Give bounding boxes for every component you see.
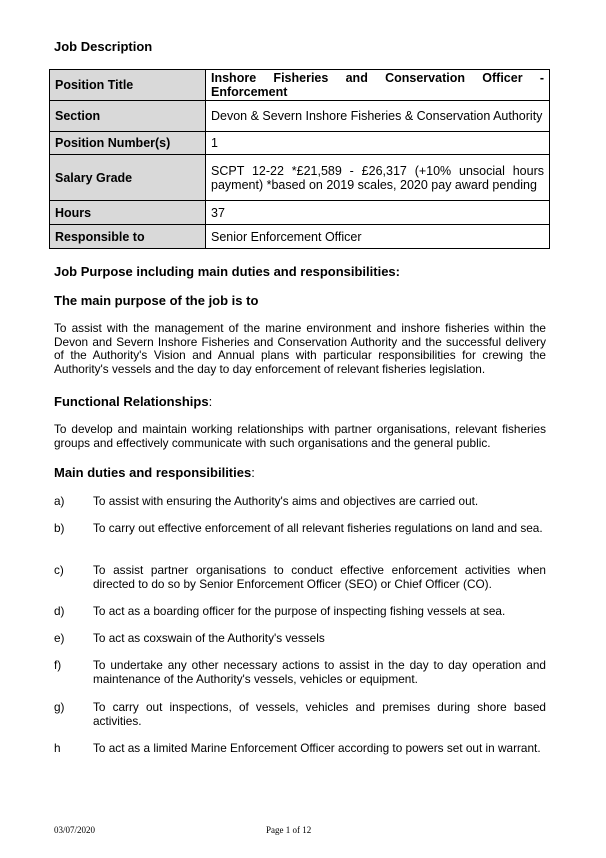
table-label: Position Title [50,70,206,101]
duty-letter: c) [54,563,64,577]
duty-text: To undertake any other necessary actions to assist in the day to day operation and maintenance of the Authority's vessels, vehicles or equipment. [93,658,546,686]
duty-letter: f) [54,658,62,672]
duty-item [54,742,546,756]
duty-text: To act as a boarding officer for the purpose of inspecting fishing vessels at sea. [93,604,506,618]
table-label: Position Number(s) [50,132,206,155]
duty-item [54,522,546,536]
functional-relationships-heading [54,394,212,409]
duties-heading-text: Main duties and responsibilities [54,465,252,480]
main-purpose-text: To assist with the management of the marine environment and inshore fisheries within the Devon and Severn Inshore Fisheries and Conservation Authority and the successful delivery of the Authority's Vision and Annual plans with particular responsibilities for crewing the Authority's vessels and the day to day enforcement of relevant fisheries legislation. [54,321,546,376]
duty-letter: a) [54,494,65,508]
duties-heading-colon: : [251,465,255,480]
table-label: Hours [50,201,206,225]
duty-letter: b) [54,521,65,535]
duty-item [54,632,546,646]
table-value: Devon & Severn Inshore Fisheries & Conservation Authority [206,101,550,132]
duty-item [54,564,546,591]
duty-text: To assist with ensuring the Authority's aims and objectives are carried out. [93,494,479,508]
duty-text: To assist partner organisations to conduct effective enforcement activities when directed to do so by Senior Enforcement Officer (SEO) or Chief Officer (CO). [93,563,546,591]
table-label: Section [50,101,206,132]
duties-heading [54,465,255,480]
table-label: Salary Grade [50,155,206,201]
table-row [50,225,550,249]
duty-letter: h [54,741,61,755]
functional-heading-text: Functional Relationships [54,394,209,409]
table-label: Responsible to [50,225,206,249]
table-value: Inshore Fisheries and Conservation Officer - Enforcement [206,70,550,101]
table-value: 37 [206,201,550,225]
position-info-table [49,69,550,249]
duty-letter: e) [54,631,65,645]
duty-text: To carry out inspections, of vessels, vehicles and premises during shore based activities. [93,700,546,728]
job-purpose-heading: Job Purpose including main duties and responsibilities: [54,264,400,279]
table-value: 1 [206,132,550,155]
functional-heading-colon: : [208,394,213,409]
duty-item [54,495,546,509]
duty-text: To act as coxswain of the Authority's vessels [93,631,325,645]
footer-page-number: Page 1 of 12 [266,825,312,835]
footer-date: 03/07/2020 [54,825,96,835]
table-value: SCPT 12-22 *£21,589 - £26,317 (+10% unsocial hours payment) *based on 2019 scales, 2020 pay award pending [206,155,550,201]
duty-letter: d) [54,604,65,618]
table-row [50,132,550,155]
duty-item [54,701,546,728]
table-value: Senior Enforcement Officer [206,225,550,249]
functional-relationships-text: To develop and maintain working relationships with partner organisations, relevant fisheries groups and effectively communicate with such organisations and the general public. [54,422,546,450]
duty-letter: g) [54,700,65,714]
document-title: Job Description [54,39,153,54]
duty-text: To act as a limited Marine Enforcement Officer according to powers set out in warrant. [93,741,541,755]
duty-item [54,605,546,619]
table-row [50,155,550,201]
duty-item [54,659,546,686]
duty-text: To carry out effective enforcement of all relevant fisheries regulations on land and sea. [93,521,543,535]
table-row [50,101,550,132]
table-row [50,70,550,101]
main-purpose-heading: The main purpose of the job is to [54,293,259,308]
table-row [50,201,550,225]
